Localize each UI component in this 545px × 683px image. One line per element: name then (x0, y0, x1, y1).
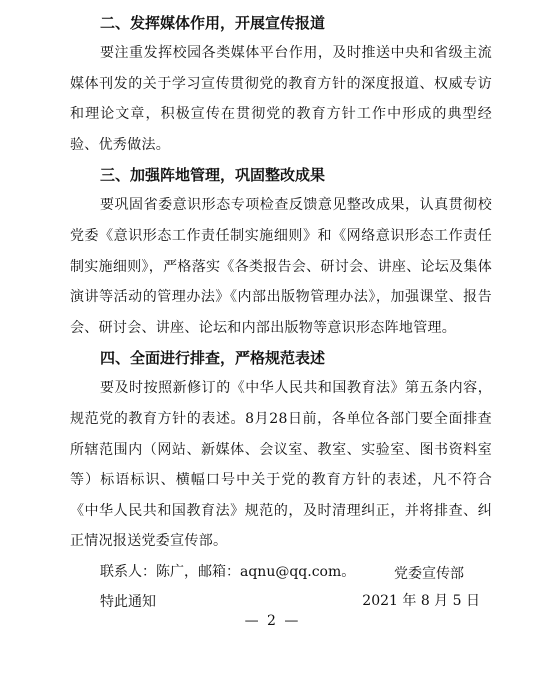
page-number: — 2 — (244, 613, 301, 629)
section-paragraph-2: 要注重发挥校园各类媒体平台作用，及时推送中央和省级主流媒体刊发的关于学习宣传贯彻党的教育方针的深度报道、权威专访和理论文章，积极宣传在贯彻党的教育方针工作中形成的典型经验、优秀做法。 (70, 45, 492, 153)
notice-line: 特此通知 (100, 593, 156, 610)
section-heading-4: 四、全面进行排查，严格规范表述 (100, 349, 326, 368)
section-heading-2: 二、发挥媒体作用，开展宣传报道 (100, 14, 326, 32)
document-body (70, 8, 492, 617)
section-paragraph-4: 要及时按照新修订的《中华人民共和国教育法》第五条内容，规范党的教育方针的表述。8月28日前，各单位各部门要全面排查所辖范围内（网站、新媒体、会议室、教室、实验室、图书资料室等）标语标识、横幅口号中关于党的教育方针的表述，凡不符合《中华人民共和国教育法》规范的，及时清理纠正，并将排查、纠正情况报送党委宣传部。 (70, 380, 492, 550)
signature-date: 2021 年 8 月 5 日 (362, 593, 480, 609)
section-paragraph-3: 要巩固省委意识形态专项检查反馈意见整改成果，认真贯彻校党委《意识形态工作责任制实施细则》和《网络意识形态工作责任制实施细则》，严格落实《各类报告会、研讨会、讲座、论坛及集体演讲等活动的管理办法》《内部出版物管理办法》，加强课堂、报告会、研讨会、讲座、论坛和内部出版物等意识形态阵地管理。 (70, 197, 492, 336)
contact-line: 联系人：陈广，邮箱：aqnu@qq.com。 (100, 563, 356, 580)
signature-organization: 党委宣传部 (394, 566, 464, 582)
section-heading-3: 三、加强阵地管理，巩固整改成果 (100, 166, 326, 185)
